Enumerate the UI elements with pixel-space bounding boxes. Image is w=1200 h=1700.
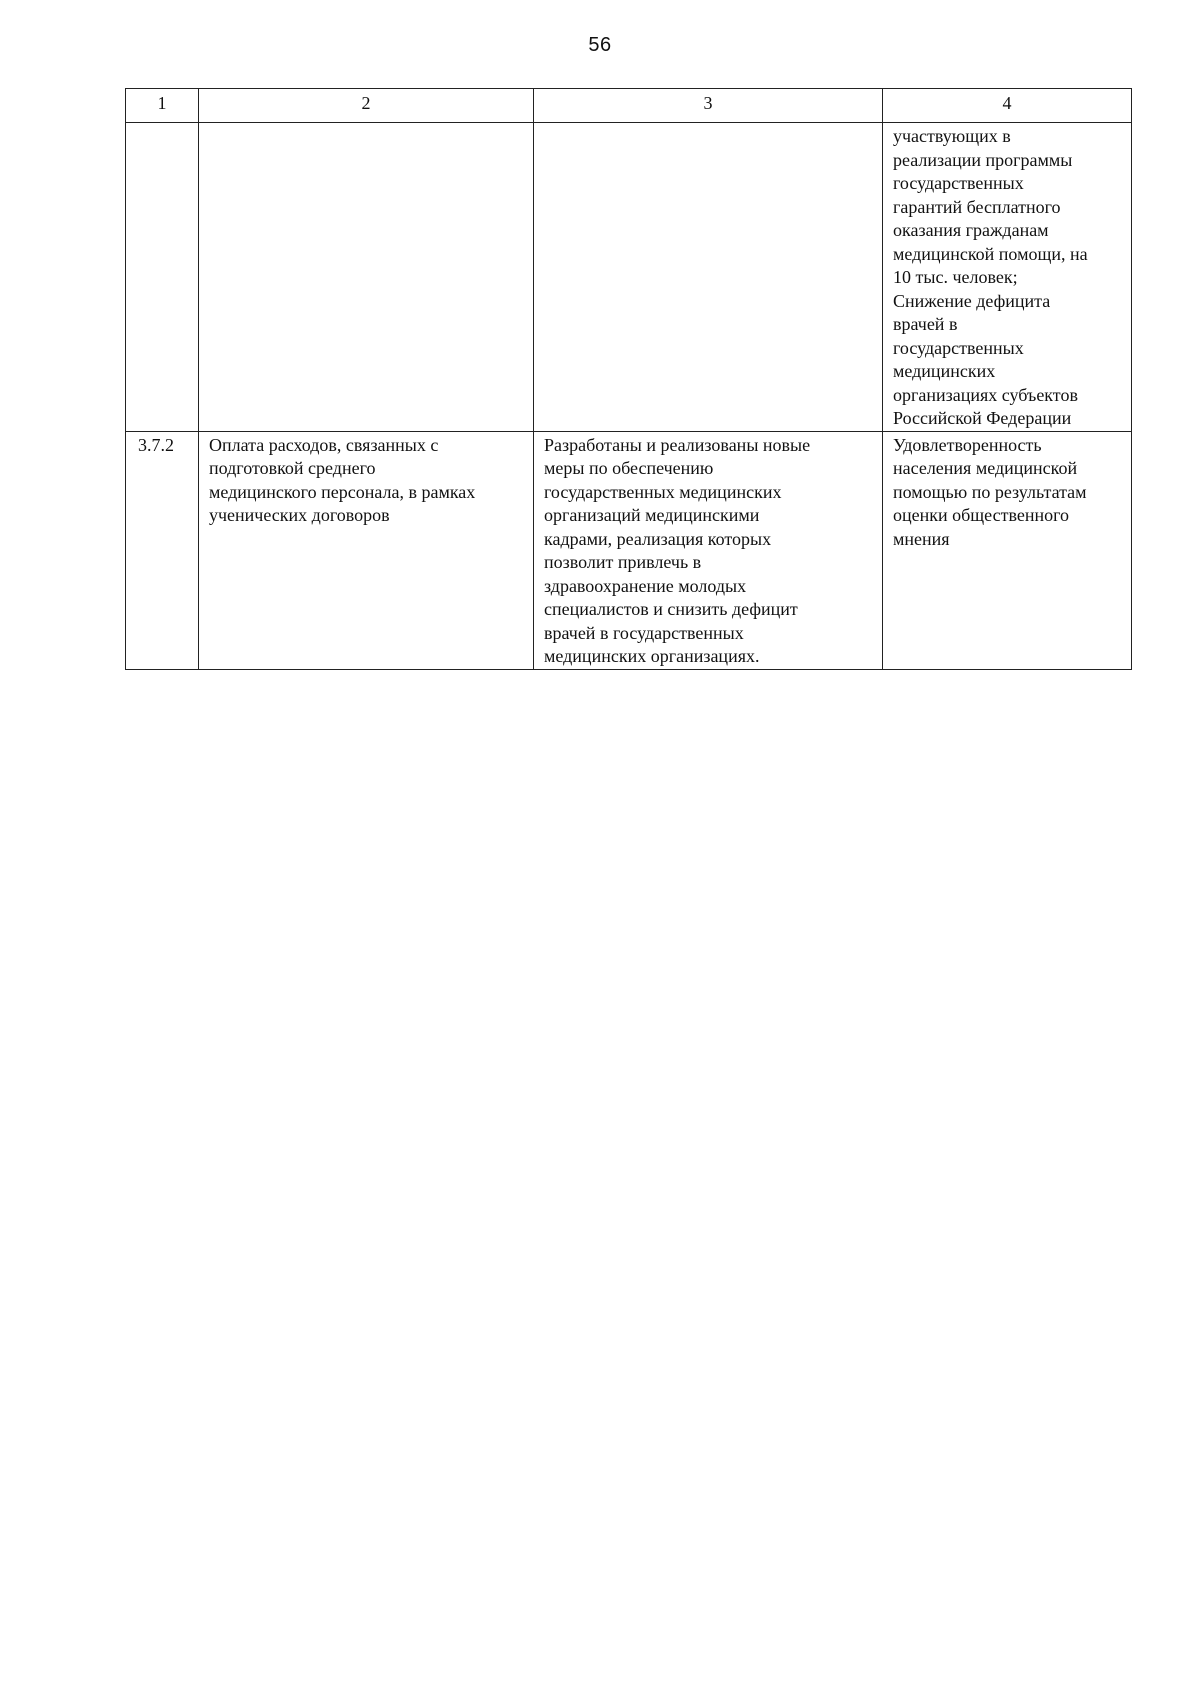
column-header-3: 3 bbox=[534, 89, 883, 123]
result-cell: Разработаны и реализованы новые меры по обеспечению государственных медицинских организаций медицинскими кадрами, реализация которых позволит привлечь в здравоохранение молодых специалистов и снизить дефицит врачей в государственных медицинских организациях. bbox=[534, 431, 883, 669]
column-header-1: 1 bbox=[126, 89, 199, 123]
continued-cell-indicator: участвующих в реализации программы государственных гарантий бесплатного оказания гражданам медицинской помощи, на 10 тыс. человек; Снижение дефицита врачей в государственных медицинских организациях субъектов Российской Федерации bbox=[883, 123, 1132, 432]
activity-cell: Оплата расходов, связанных с подготовкой среднего медицинского персонала, в рамках ученических договоров bbox=[199, 431, 534, 669]
column-header-2: 2 bbox=[199, 89, 534, 123]
continued-cell-number bbox=[126, 123, 199, 432]
row-number-cell: 3.7.2 bbox=[126, 431, 199, 669]
table-header-row bbox=[126, 89, 1132, 123]
page-number: 56 bbox=[588, 34, 612, 56]
table-row-continued bbox=[126, 123, 1132, 432]
continued-cell-result bbox=[534, 123, 883, 432]
indicator-cell: Удовлетворенность населения медицинской помощью по результатам оценки общественного мнения bbox=[883, 431, 1132, 669]
column-header-4: 4 bbox=[883, 89, 1132, 123]
measures-table bbox=[125, 88, 1132, 670]
table-row-3-7-2 bbox=[126, 431, 1132, 669]
continued-cell-activity bbox=[199, 123, 534, 432]
